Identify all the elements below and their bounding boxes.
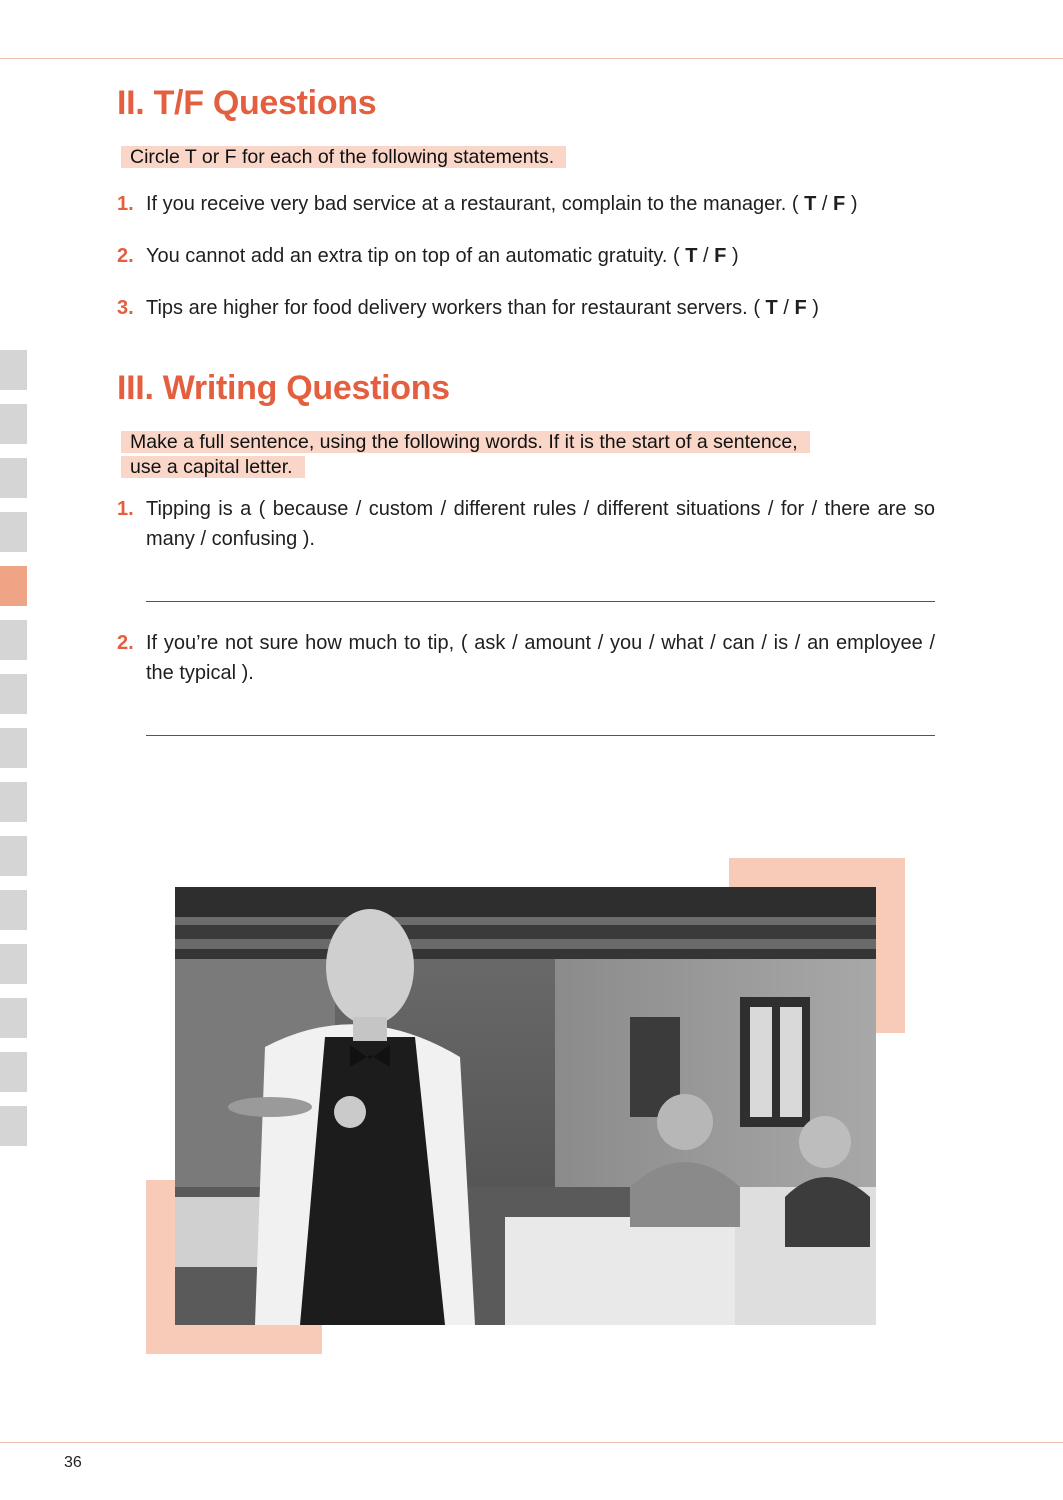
chapter-tab[interactable] xyxy=(0,836,27,876)
false-option[interactable]: F xyxy=(833,193,846,215)
answer-line[interactable] xyxy=(146,735,935,736)
question-text xyxy=(146,293,935,323)
chapter-tab[interactable] xyxy=(0,998,27,1038)
answer-line[interactable] xyxy=(146,601,935,602)
restaurant-waiter-photo xyxy=(175,887,876,1325)
question-text: If you’re not sure how much to tip, ( ask / amount / you / what / can / is / an employee / the typical ). xyxy=(146,632,935,684)
chapter-tab[interactable] xyxy=(0,944,27,984)
chapter-tab[interactable] xyxy=(0,620,27,660)
chapter-tab[interactable] xyxy=(0,350,27,390)
header-rule xyxy=(0,58,1063,59)
question-number: 3. xyxy=(117,297,134,319)
writing-section-title: III. Writing Questions xyxy=(117,369,450,407)
tf-choice[interactable]: ( T / F ) xyxy=(673,245,739,267)
tf-choice[interactable]: ( T / F ) xyxy=(753,297,819,319)
true-option[interactable]: T xyxy=(804,193,817,215)
chapter-tabs xyxy=(0,350,27,1160)
chapter-tab[interactable] xyxy=(0,782,27,822)
false-option[interactable]: F xyxy=(714,245,727,267)
chapter-tab[interactable] xyxy=(0,1052,27,1092)
writing-question xyxy=(117,494,935,554)
tf-instruction-text: Circle T or F for each of the following statements. xyxy=(121,146,566,168)
question-number: 1. xyxy=(117,498,134,520)
chapter-tab[interactable] xyxy=(0,458,27,498)
question-number: 2. xyxy=(117,245,134,267)
true-option[interactable]: T xyxy=(765,297,778,319)
tf-question xyxy=(117,293,935,323)
tf-question xyxy=(117,189,935,219)
writing-instruction-line1: Make a full sentence, using the following words. If it is the start of a sentence, xyxy=(121,431,810,453)
question-statement: Tips are higher for food delivery workers than for restaurant servers. xyxy=(146,297,748,319)
question-text xyxy=(146,241,935,271)
writing-question xyxy=(117,628,935,688)
tf-question xyxy=(117,241,935,271)
page-number: 36 xyxy=(64,1454,82,1471)
chapter-tab[interactable] xyxy=(0,728,27,768)
question-statement: You cannot add an extra tip on top of an automatic gratuity. xyxy=(146,245,668,267)
chapter-tab[interactable] xyxy=(0,512,27,552)
question-statement: If you receive very bad service at a restaurant, complain to the manager. xyxy=(146,193,787,215)
false-option[interactable]: F xyxy=(794,297,807,319)
tf-section-title: II. T/F Questions xyxy=(117,84,377,122)
writing-instruction xyxy=(121,430,810,480)
tf-choice[interactable]: ( T / F ) xyxy=(791,193,858,215)
chapter-tab[interactable] xyxy=(0,674,27,714)
chapter-tab[interactable] xyxy=(0,890,27,930)
question-number: 2. xyxy=(117,632,134,654)
footer-rule xyxy=(0,1442,1063,1443)
true-option[interactable]: T xyxy=(685,245,698,267)
question-text: Tipping is a ( because / custom / different rules / different situations / for / there are so many / confusing ). xyxy=(146,498,935,550)
chapter-tab-active[interactable] xyxy=(0,566,27,606)
chapter-tab[interactable] xyxy=(0,404,27,444)
question-number: 1. xyxy=(117,193,134,215)
writing-instruction-line2: use a capital letter. xyxy=(121,456,305,478)
tf-instruction xyxy=(121,145,566,170)
chapter-tab[interactable] xyxy=(0,1106,27,1146)
question-text xyxy=(146,189,935,219)
